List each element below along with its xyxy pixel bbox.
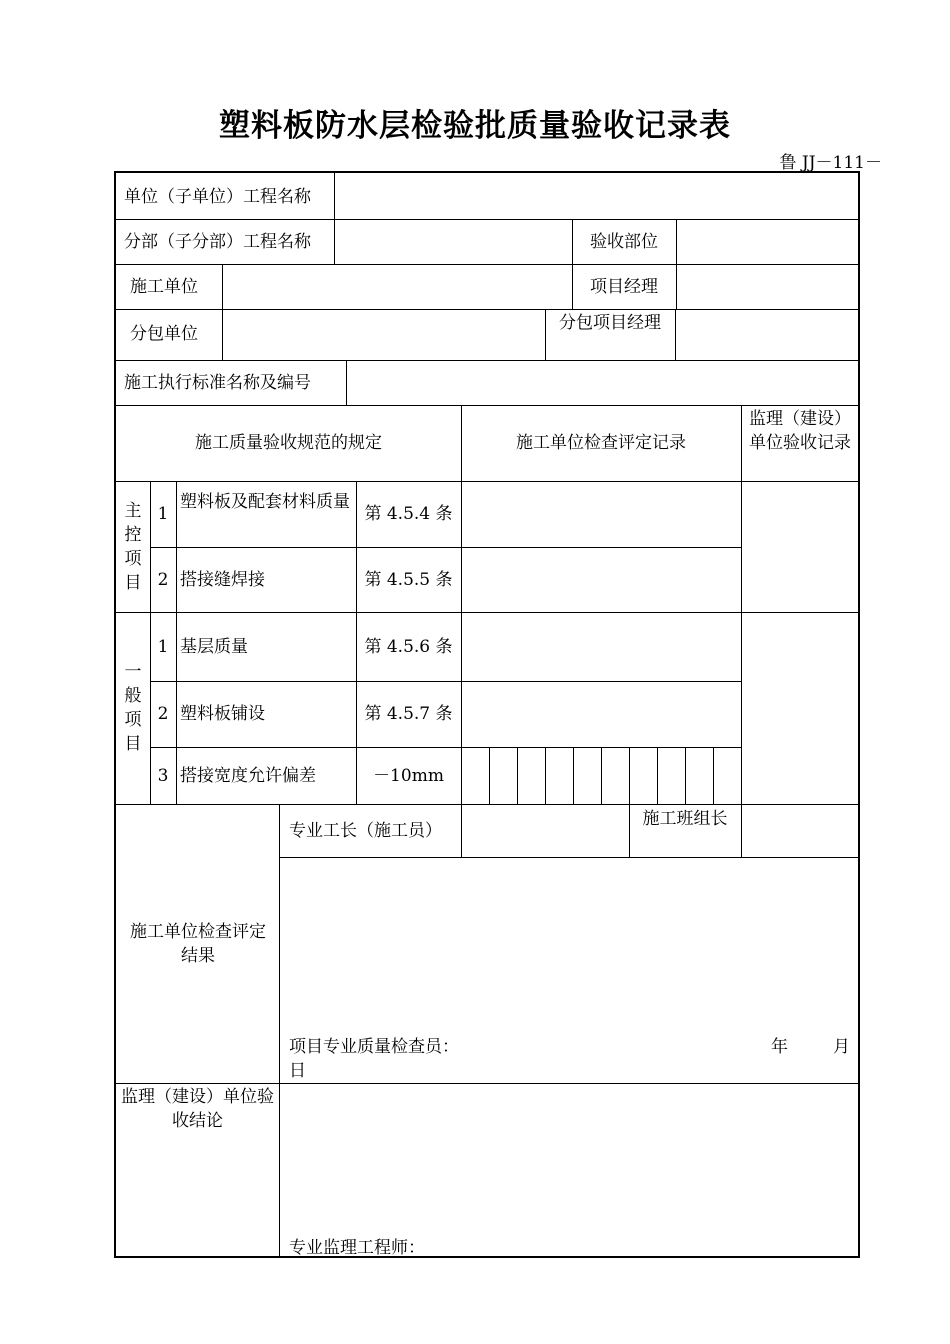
main-row-1-name: 塑料板及配套材料质量 bbox=[180, 492, 350, 512]
label-year: 年 bbox=[771, 1037, 788, 1057]
col-spec: 施工质量验收规范的规定 bbox=[195, 433, 382, 453]
label-month: 月 bbox=[833, 1037, 850, 1057]
label-subcontract-unit: 分包单位 bbox=[130, 324, 198, 344]
label-acceptance-part: 验收部位 bbox=[590, 232, 658, 252]
general-row-1-no: 1 bbox=[157, 637, 169, 657]
general-row-3-no: 3 bbox=[157, 766, 169, 786]
general-row-2-name: 塑料板铺设 bbox=[180, 704, 265, 724]
page-title: 塑料板防水层检验批质量验收记录表 bbox=[219, 108, 731, 144]
supervision-label: 监理（建设）单位验收结论 bbox=[121, 1087, 274, 1131]
label-construction-unit: 施工单位 bbox=[130, 277, 198, 297]
label-day: 日 bbox=[289, 1061, 306, 1081]
result-label: 施工单位检查评定结果 bbox=[130, 922, 266, 966]
label-inspector: 项目专业质量检查员： bbox=[289, 1037, 459, 1057]
label-subcontract-manager: 分包项目经理 bbox=[559, 313, 661, 333]
record-table bbox=[114, 171, 860, 1258]
main-row-2-name: 搭接缝焊接 bbox=[180, 570, 265, 590]
general-row-2-clause: 第 4.5.7 条 bbox=[364, 704, 453, 724]
main-items-label: 主控项目 bbox=[124, 501, 142, 593]
general-row-1-name: 基层质量 bbox=[180, 637, 248, 657]
form-code: 鲁 JJ－111－ bbox=[779, 153, 882, 173]
main-row-2-no: 2 bbox=[157, 570, 169, 590]
label-unit-project-name: 单位（子单位）工程名称 bbox=[124, 187, 311, 207]
general-row-2-no: 2 bbox=[157, 704, 169, 724]
main-row-1-clause: 第 4.5.4 条 bbox=[364, 504, 453, 524]
general-row-1-clause: 第 4.5.6 条 bbox=[364, 637, 453, 657]
label-foreman: 专业工长（施工员） bbox=[289, 821, 442, 841]
label-supervising-engineer: 专业监理工程师： bbox=[289, 1238, 425, 1258]
main-row-2-clause: 第 4.5.5 条 bbox=[364, 570, 453, 590]
general-items-label: 一般项目 bbox=[124, 662, 142, 754]
general-row-3-name: 搭接宽度允许偏差 bbox=[180, 766, 316, 786]
label-sub-project-name: 分部（子分部）工程名称 bbox=[124, 232, 311, 252]
col-supervision: 监理（建设）单位验收记录 bbox=[749, 409, 851, 453]
label-team-leader: 施工班组长 bbox=[642, 809, 728, 829]
label-project-manager: 项目经理 bbox=[590, 277, 658, 297]
main-row-1-no: 1 bbox=[157, 504, 169, 524]
col-record: 施工单位检查评定记录 bbox=[516, 433, 686, 453]
general-row-3-clause: －10mm bbox=[373, 766, 444, 786]
label-standard-name: 施工执行标准名称及编号 bbox=[124, 373, 311, 393]
